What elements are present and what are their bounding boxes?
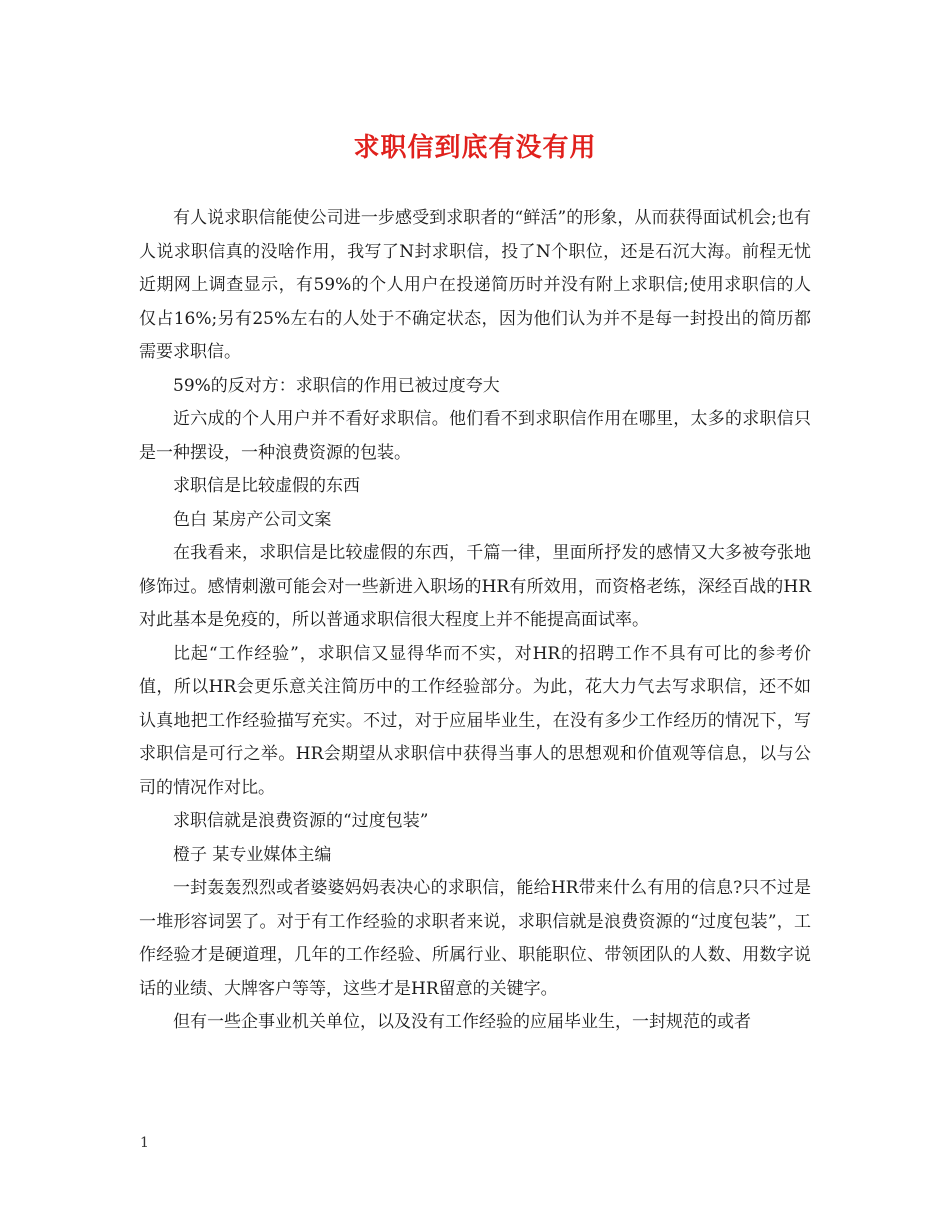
- paragraph-sebai-opinion-2: 比起“工作经验”，求职信又显得华而不实，对HR的招聘工作不具有可比的参考价值，所以HR会更乐意关注简历中的工作经验部分。为此，花大力气去写求职信，还不如认真地把工作经验描写充实。不过，对于应届毕业生，在没有多少工作经历的情况下，写求职信是可行之举。HR会期望从求职信中获得当事人的思想观和价值观等信息，以与公司的情况作对比。: [139, 643, 811, 798]
- paragraph-subheading-fake: 求职信是比较虚假的东西: [173, 476, 360, 496]
- paragraph-intro: 有人说求职信能使公司进一步感受到求职者的“鲜活”的形象，从而获得面试机会;也有人说求职信真的没啥作用，我写了N封求职信，投了N个职位，还是石沉大海。前程无忧近期网上调查显示，有59%的个人用户在投递简历时并没有附上求职信;使用求职信的人仅占16%;另有25%左右的人处于不确定状态，因为他们认为并不是每一封投出的简历都需要求职信。: [139, 208, 811, 362]
- paragraph-opponent-summary: 近六成的个人用户并不看好求职信。他们看不到求职信作用在哪里，太多的求职信只是一种摆设，一种浪费资源的包装。: [139, 409, 811, 463]
- paragraph-subheading-packaging: 求职信就是浪费资源的“过度包装”: [173, 811, 429, 831]
- paragraph-continuation: 但有一些企事业机关单位，以及没有工作经验的应届毕业生，一封规范的或者: [173, 1012, 751, 1032]
- page-number: 1: [140, 1135, 149, 1151]
- paragraph-author-chengzi: 橙子 某专业媒体主编: [173, 844, 332, 865]
- document-body: [139, 202, 811, 1040]
- paragraph-author-sebai: 色白 某房产公司文案: [173, 509, 332, 530]
- document-title: 求职信到底有没有用: [353, 133, 597, 163]
- paragraph-sebai-opinion-1: 在我看来，求职信是比较虚假的东西，千篇一律，里面所抒发的感情又大多被夸张地修饰过。感情刺激可能会对一些新进入职场的HR有所效用，而资格老练，深经百战的HR对此基本是免疫的，所以普通求职信很大程度上并不能提高面试率。: [139, 543, 811, 630]
- paragraph-chengzi-opinion: 一封轰轰烈烈或者婆婆妈妈表决心的求职信，能给HR带来什么有用的信息?只不过是一堆形容词罢了。对于有工作经验的求职者来说，求职信就是浪费资源的“过度包装”，工作经验才是硬道理，几年的工作经验、所属行业、职能职位、带领团队的人数、用数字说话的业绩、大牌客户等等，这些才是HR留意的关键字。: [139, 878, 811, 999]
- paragraph-opponent-heading: 59%的反对方：求职信的作用已被过度夸大: [173, 375, 500, 396]
